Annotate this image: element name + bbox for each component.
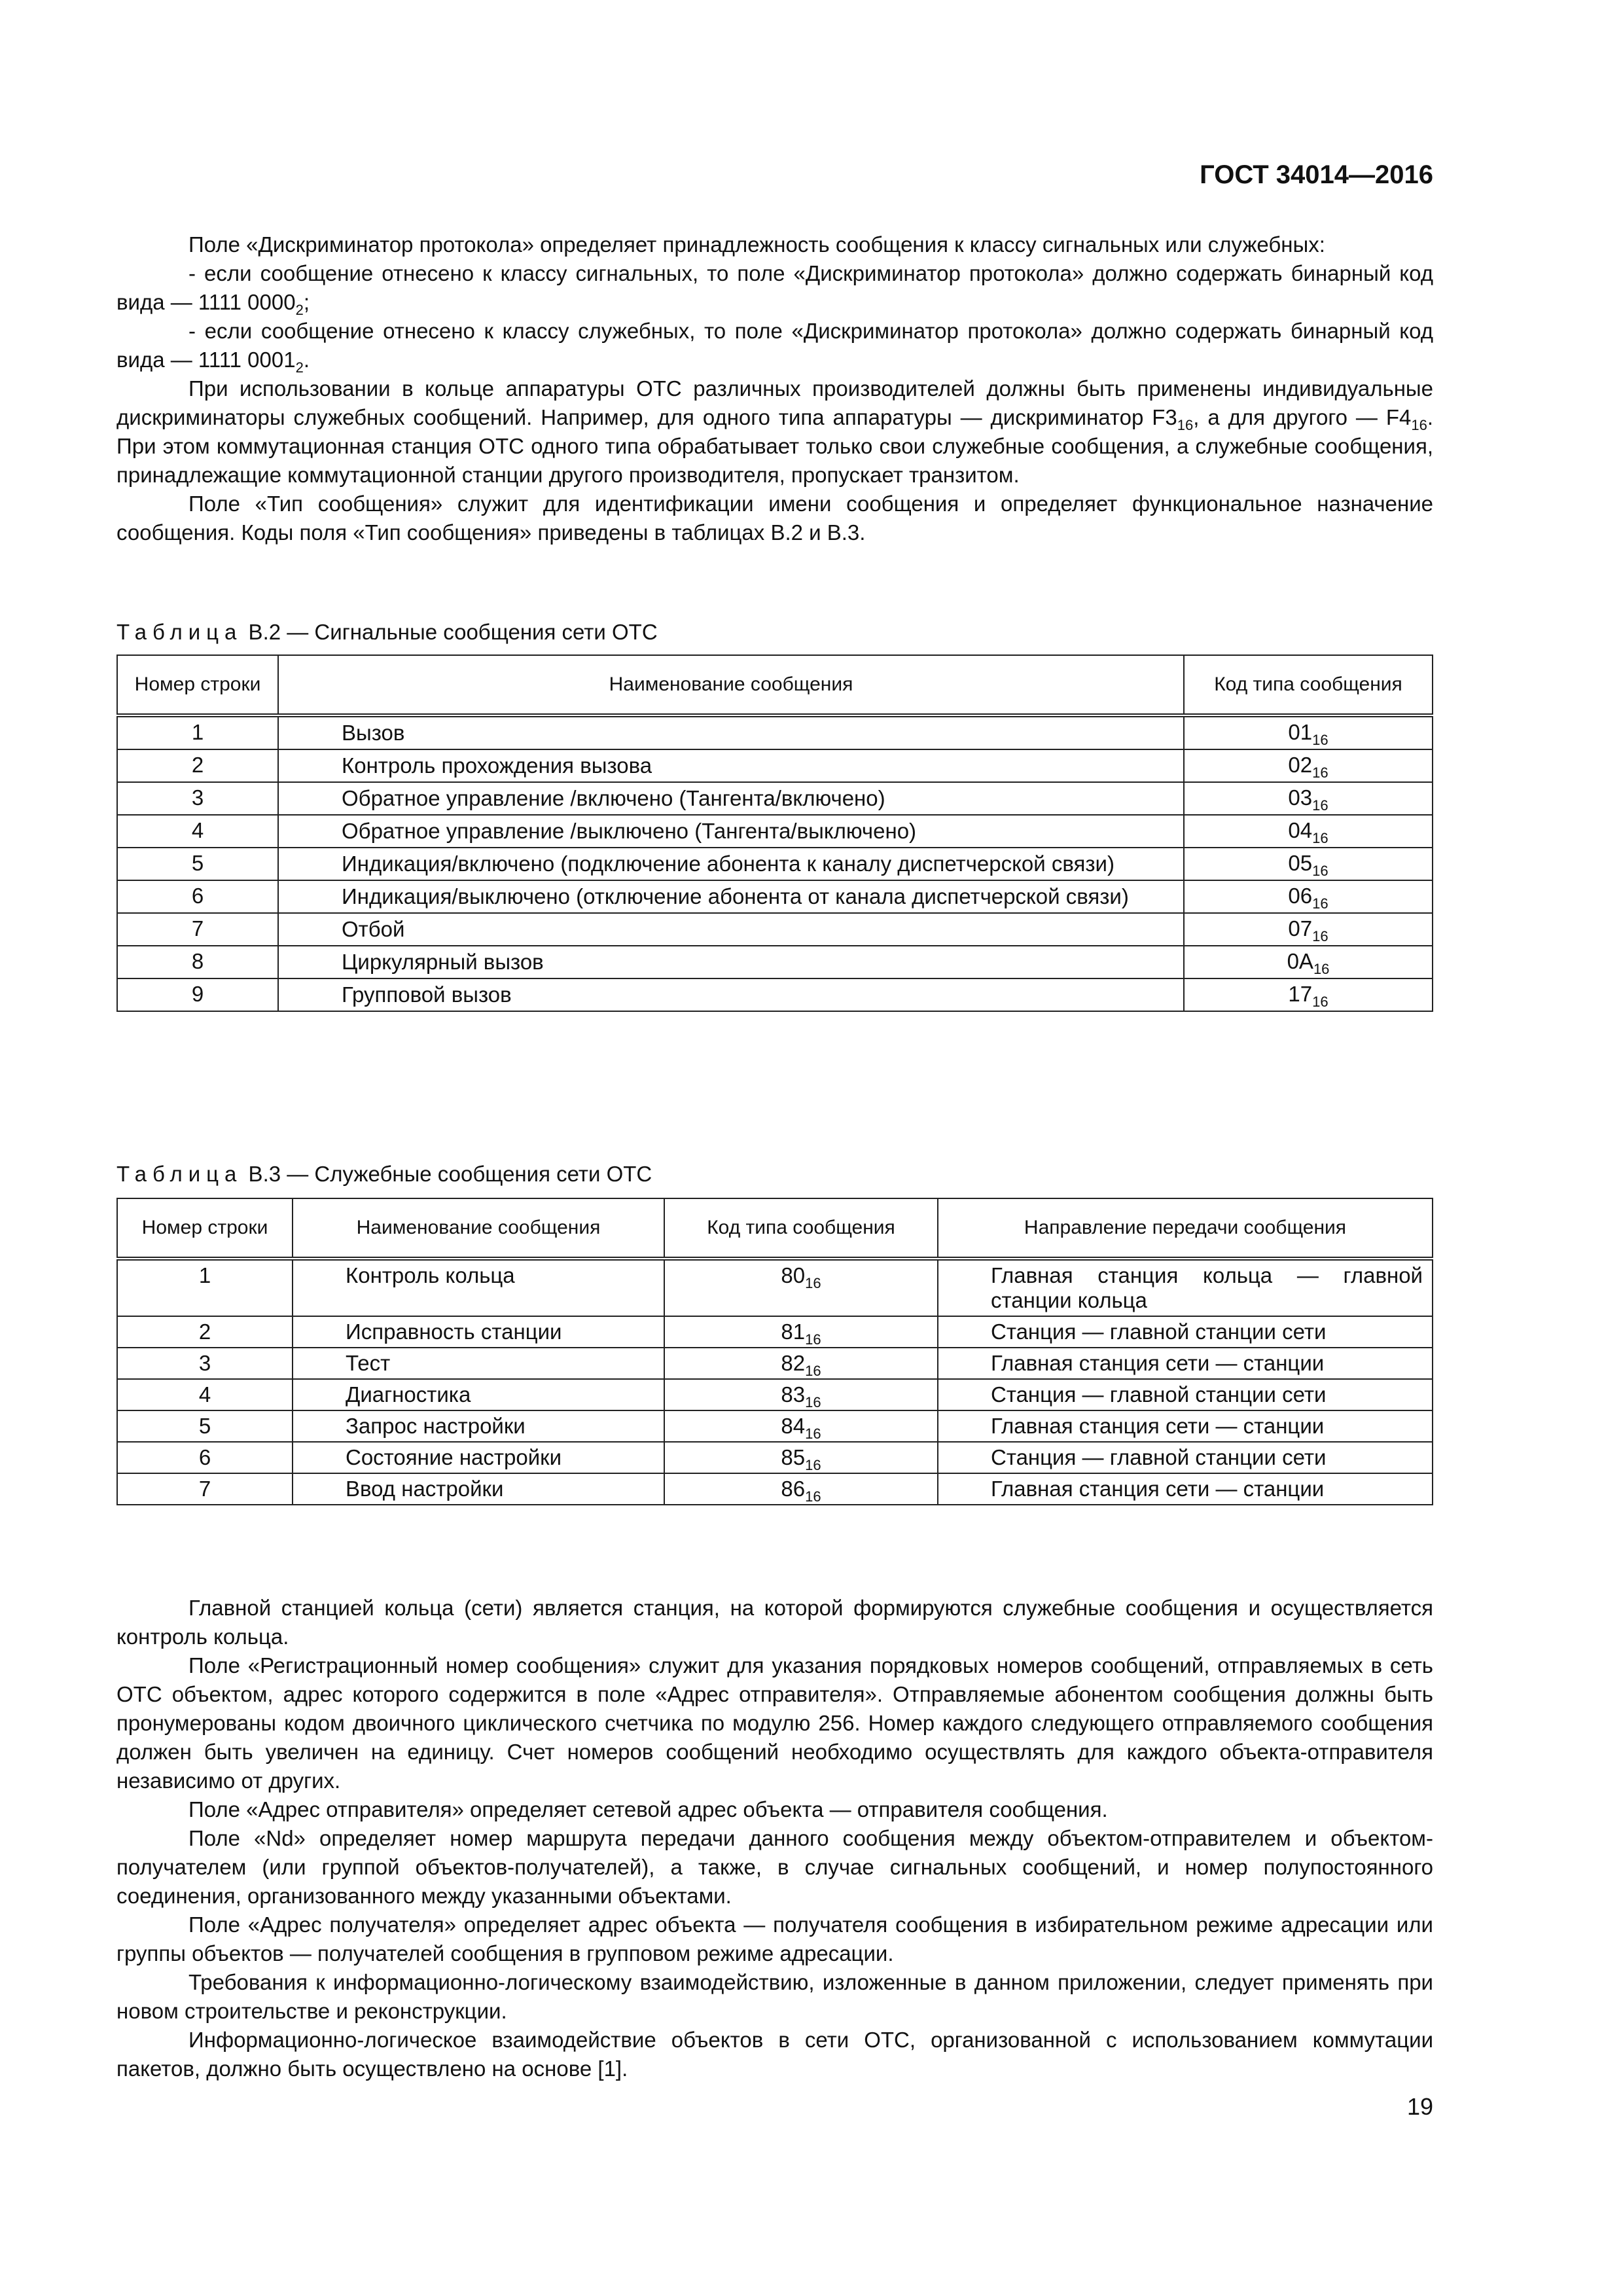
row-number-cell: 2 (117, 749, 278, 782)
row-number-cell: 2 (117, 1316, 293, 1348)
message-code-cell: $07_{16}$ (1184, 913, 1433, 946)
row-number-cell: 3 (117, 782, 278, 815)
table-row (117, 1259, 1433, 1316)
table-row (117, 749, 1433, 782)
page-number: 19 (1406, 2093, 1433, 2120)
row-number-cell: 4 (117, 815, 278, 848)
message-name-cell: Контроль прохождения вызова (278, 749, 1184, 782)
direction-cell: Главная станция кольца — главной станции кольца (938, 1259, 1433, 1316)
table-row (117, 1410, 1433, 1442)
row-number-cell: 1 (117, 715, 278, 749)
standard-header: ГОСТ 34014—2016 (1200, 160, 1433, 189)
message-name-cell: Запрос настройки (293, 1410, 664, 1442)
message-name-cell: Обратное управление /включено (Тангента/включено) (278, 782, 1184, 815)
intro-paragraph: - если сообщение отнесено к классу сигнальных, то поле «Дискриминатор протокола» должно содержать бинарный код вида — 1111 $0000_2$; (116, 261, 1433, 318)
table-row (117, 913, 1433, 946)
row-number-cell: 6 (117, 880, 278, 913)
row-number-cell: 5 (117, 1410, 293, 1442)
outro-paragraph: Поле «Nd» определяет номер маршрута передачи данного сообщения между объектом-отправителем и объектом-получателем (или группой объектов-получателей), а также, в случае сигнальных сообщений, и номер полупостоянного соединения, организованного между указанными объектами. (116, 1826, 1433, 1908)
table-header-row (117, 1198, 1433, 1259)
table-b2-block (116, 618, 1433, 1012)
table-b3 (116, 1198, 1433, 1505)
row-number-cell: 4 (117, 1379, 293, 1410)
message-code-cell: $80_{16}$ (664, 1259, 938, 1316)
intro-paragraph: При использовании в кольце аппаратуры ОТС различных производителей должны быть применены индивидуальные дискриминаторы служебных сообщений. Например, для одного типа аппаратуры — дискриминатор $F3_{16}$, а для другого — $F4_{16}$. При этом коммутационная станция ОТС одного типа обрабатывает только свои служебные сообщения, а служебные сообщения, принадлежащие коммутационной станции другого производителя, пропускает транзитом. (116, 376, 1433, 487)
table-row (117, 880, 1433, 913)
message-name-cell: Обратное управление /выключено (Тангента/выключено) (278, 815, 1184, 848)
direction-cell: Главная станция сети — станции (938, 1473, 1433, 1505)
intro-paragraph: Поле «Тип сообщения» служит для идентификации имени сообщения и определяет функциональное назначение сообщения. Коды поля «Тип сообщения» приведены в таблицах В.2 и В.3. (116, 492, 1433, 545)
table-b2 (116, 655, 1433, 1012)
table-row (117, 782, 1433, 815)
direction-cell: Главная станция сети — станции (938, 1348, 1433, 1379)
message-code-cell: $85_{16}$ (664, 1442, 938, 1473)
message-name-cell: Исправность станции (293, 1316, 664, 1348)
message-code-cell: $17_{16}$ (1184, 978, 1433, 1011)
table-b3-caption: Таблица В.3 — Служебные сообщения сети ОТС (116, 1162, 652, 1186)
intro-paragraph: Поле «Дискриминатор протокола» определяет принадлежность сообщения к классу сигнальных или служебных: (188, 232, 1325, 257)
message-name-cell: Состояние настройки (293, 1442, 664, 1473)
message-code-cell: $03_{16}$ (1184, 782, 1433, 815)
outro-text (116, 1594, 1433, 2083)
intro-paragraph: - если сообщение отнесено к классу служебных, то поле «Дискриминатор протокола» должно содержать бинарный код вида — 1111 $0001_2$. (116, 319, 1433, 376)
message-name-cell: Индикация/выключено (отключение абонента от канала диспетчерской связи) (278, 880, 1184, 913)
message-name-cell: Ввод настройки (293, 1473, 664, 1505)
message-code-cell: $04_{16}$ (1184, 815, 1433, 848)
table-row (117, 946, 1433, 978)
message-name-cell: Групповой вызов (278, 978, 1184, 1011)
table-row (117, 815, 1433, 848)
direction-cell: Станция — главной станции сети (938, 1442, 1433, 1473)
column-header: Наименование сообщения (278, 655, 1184, 715)
row-number-cell: 7 (117, 913, 278, 946)
intro-text (116, 230, 1433, 547)
message-code-cell: $83_{16}$ (664, 1379, 938, 1410)
table-b3-block (116, 1160, 1433, 1505)
message-name-cell: Отбой (278, 913, 1184, 946)
message-code-cell: $05_{16}$ (1184, 848, 1433, 880)
outro-paragraph: Главной станцией кольца (сети) является станция, на которой формируются служебные сообщения и осуществляется контроль кольца. (116, 1596, 1433, 1649)
message-code-cell: $01_{16}$ (1184, 715, 1433, 749)
column-header: Наименование сообщения (293, 1198, 664, 1259)
message-name-cell: Диагностика (293, 1379, 664, 1410)
column-header: Код типа сообщения (664, 1198, 938, 1259)
column-header: Номер строки (117, 1198, 293, 1259)
table-header-row (117, 655, 1433, 715)
message-name-cell: Индикация/включено (подключение абонента к каналу диспетчерской связи) (278, 848, 1184, 880)
message-code-cell: $84_{16}$ (664, 1410, 938, 1442)
message-name-cell: Контроль кольца (293, 1259, 664, 1316)
message-code-cell: $0A_{16}$ (1184, 946, 1433, 978)
message-name-cell: Вызов (278, 715, 1184, 749)
message-name-cell: Циркулярный вызов (278, 946, 1184, 978)
message-code-cell: $02_{16}$ (1184, 749, 1433, 782)
table-row (117, 1442, 1433, 1473)
message-code-cell: $82_{16}$ (664, 1348, 938, 1379)
direction-cell: Главная станция сети — станции (938, 1410, 1433, 1442)
column-header: Направление передачи сообщения (938, 1198, 1433, 1259)
table-row (117, 1379, 1433, 1410)
row-number-cell: 7 (117, 1473, 293, 1505)
table-row (117, 848, 1433, 880)
row-number-cell: 1 (117, 1259, 293, 1316)
table-row (117, 1473, 1433, 1505)
table-row (117, 1348, 1433, 1379)
table-row (117, 715, 1433, 749)
outro-paragraph: Требования к информационно-логическому взаимодействию, изложенные в данном приложении, следует применять при новом строительстве и реконструкции. (116, 1970, 1433, 2023)
message-name-cell: Тест (293, 1348, 664, 1379)
message-code-cell: $06_{16}$ (1184, 880, 1433, 913)
outro-paragraph: Поле «Адрес получателя» определяет адрес объекта — получателя сообщения в избирательном режиме адресации или группы объектов — получателей сообщения в групповом режиме адресации. (116, 1912, 1433, 1965)
column-header: Номер строки (117, 655, 278, 715)
table-row (117, 978, 1433, 1011)
outro-paragraph: Информационно-логическое взаимодействие объектов в сети ОТС, организованной с использованием коммутации пакетов, должно быть осуществлено на основе [1]. (116, 2028, 1433, 2081)
table-row (117, 1316, 1433, 1348)
direction-cell: Станция — главной станции сети (938, 1379, 1433, 1410)
row-number-cell: 5 (117, 848, 278, 880)
row-number-cell: 3 (117, 1348, 293, 1379)
row-number-cell: 8 (117, 946, 278, 978)
direction-cell: Станция — главной станции сети (938, 1316, 1433, 1348)
table-b2-caption: Таблица В.2 — Сигнальные сообщения сети ОТС (116, 620, 658, 644)
message-code-cell: $81_{16}$ (664, 1316, 938, 1348)
column-header: Код типа сообщения (1184, 655, 1433, 715)
row-number-cell: 9 (117, 978, 278, 1011)
message-code-cell: $86_{16}$ (664, 1473, 938, 1505)
outro-paragraph: Поле «Адрес отправителя» определяет сетевой адрес объекта — отправителя сообщения. (188, 1797, 1108, 1821)
outro-paragraph: Поле «Регистрационный номер сообщения» служит для указания порядковых номеров сообщений, отправляемых в сеть ОТС объектом, адрес которого содержится в поле «Адрес отправителя». Отправляемые абонентом сообщения должны быть пронумерованы кодом двоичного циклического счетчика по модулю 256. Номер каждого следующего отправляемого сообщения должен быть увеличен на единицу. Счет номеров сообщений необходимо осуществлять для каждого объекта-отправителя независимо от других. (116, 1653, 1433, 1793)
row-number-cell: 6 (117, 1442, 293, 1473)
